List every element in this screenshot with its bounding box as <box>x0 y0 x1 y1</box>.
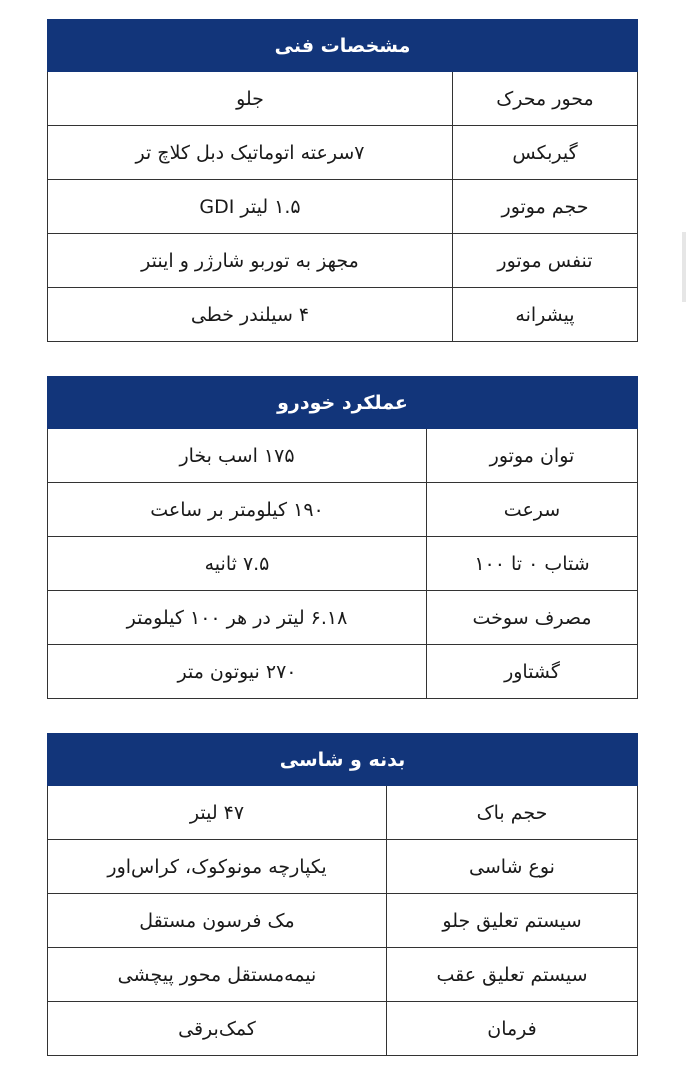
table-header-row <box>48 734 638 786</box>
spec-label: شتاب ۰ تا ۱۰۰ <box>427 537 638 591</box>
table-row <box>48 948 638 1002</box>
spec-value: جلو <box>48 72 453 126</box>
spec-label: توان موتور <box>427 429 638 483</box>
spec-value: نیمه‌مستقل محور پیچشی <box>48 948 387 1002</box>
technical-specs-table <box>47 19 638 342</box>
spec-value: ۲۷۰ نیوتون متر <box>48 645 427 699</box>
table-row <box>48 483 638 537</box>
spec-label: سرعت <box>427 483 638 537</box>
spec-label: فرمان <box>387 1002 638 1056</box>
spec-value: ۱۹۰ کیلومتر بر ساعت <box>48 483 427 537</box>
spec-value: ۷.۵ ثانیه <box>48 537 427 591</box>
spec-value: ۴۷ لیتر <box>48 786 387 840</box>
spec-label: گشتاور <box>427 645 638 699</box>
spec-label: مصرف سوخت <box>427 591 638 645</box>
table-row <box>48 288 638 342</box>
table-row <box>48 591 638 645</box>
spec-value: ۱.۵ لیتر GDI <box>48 180 453 234</box>
spec-value: کمک‌برقی <box>48 1002 387 1056</box>
table-row <box>48 180 638 234</box>
spec-label: محور محرک <box>453 72 638 126</box>
table-row <box>48 894 638 948</box>
section-title: بدنه و شاسی <box>48 734 638 786</box>
spec-value: ۴ سیلندر خطی <box>48 288 453 342</box>
spec-label: پیشرانه <box>453 288 638 342</box>
spec-value: ۷سرعته اتوماتیک دبل کلاچ تر <box>48 126 453 180</box>
table-row <box>48 537 638 591</box>
spec-label: سیستم تعلیق عقب <box>387 948 638 1002</box>
table-row <box>48 234 638 288</box>
spec-label: سیستم تعلیق جلو <box>387 894 638 948</box>
table-header-row <box>48 20 638 72</box>
table-row <box>48 786 638 840</box>
spec-label: حجم باک <box>387 786 638 840</box>
body-chassis-table <box>47 733 638 1056</box>
spec-value: مجهز به توربو شارژر و اینتر <box>48 234 453 288</box>
table-row <box>48 429 638 483</box>
performance-table <box>47 376 638 699</box>
section-title: مشخصات فنی <box>48 20 638 72</box>
table-header-row <box>48 377 638 429</box>
spec-value: ۶.۱۸ لیتر در هر ۱۰۰ کیلومتر <box>48 591 427 645</box>
spec-label: گیربکس <box>453 126 638 180</box>
spec-value: ۱۷۵ اسب بخار <box>48 429 427 483</box>
table-row <box>48 1002 638 1056</box>
table-row <box>48 72 638 126</box>
spec-value: یکپارچه مونوکوک، کراس‌اور <box>48 840 387 894</box>
spec-value: مک فرسون مستقل <box>48 894 387 948</box>
table-row <box>48 126 638 180</box>
spec-label: حجم موتور <box>453 180 638 234</box>
spec-label: نوع شاسی <box>387 840 638 894</box>
scroll-edge-mark <box>682 232 686 302</box>
section-title: عملکرد خودرو <box>48 377 638 429</box>
table-row <box>48 840 638 894</box>
table-row <box>48 645 638 699</box>
spec-label: تنفس موتور <box>453 234 638 288</box>
